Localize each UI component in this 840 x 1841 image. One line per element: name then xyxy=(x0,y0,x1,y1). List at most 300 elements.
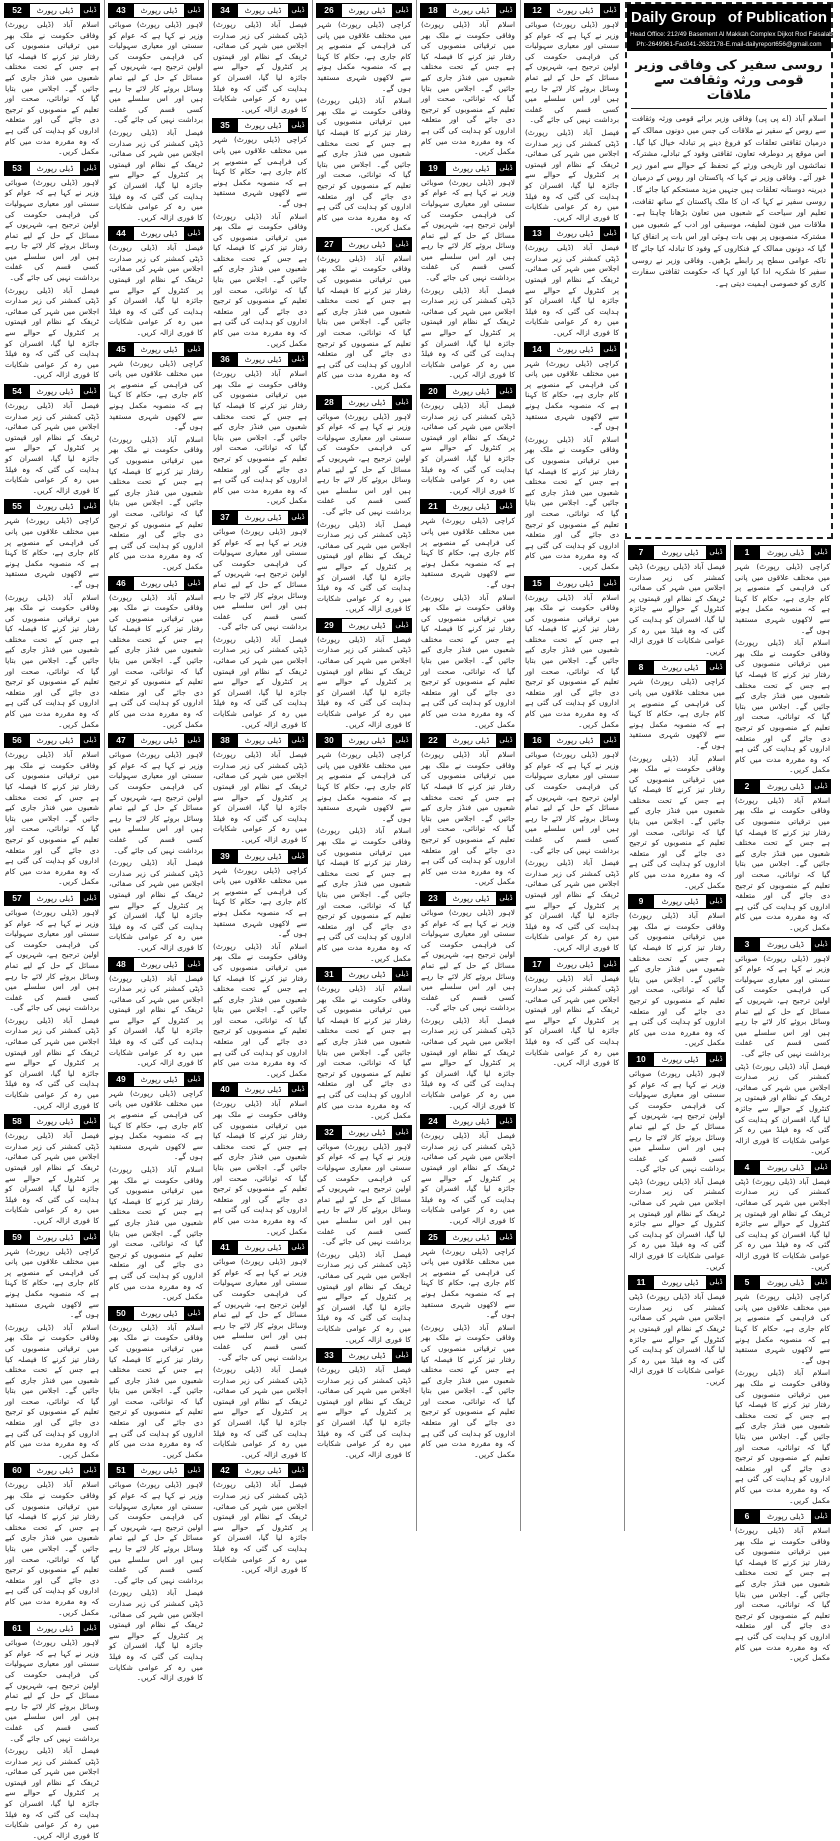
story-number: 40 xyxy=(212,1083,238,1096)
story-number: 6 xyxy=(734,1510,760,1523)
story-city-tag: ڈیلی xyxy=(811,1510,831,1523)
story-number: 17 xyxy=(524,958,550,971)
story-city-tag: ڈیلی xyxy=(288,511,308,524)
story-body: فیصل آباد (ڈیلی رپورٹ) ڈپٹی کمشنر کی زیر صدارت اجلاس میں شہر کی صفائی، ٹریفک کے نظام اور قیمتوں پر کنٹرول کے حوالے سے جائزہ لیا گیا، افسران کو ہدایت کی گئی کہ وہ فیلڈ میں رہ کر عوامی شکایات کا فوری ازالہ کریں۔ xyxy=(213,1480,307,1575)
story-city-tag: ڈیلی xyxy=(392,396,412,409)
story-slug: ڈیلی رپورٹ xyxy=(556,6,594,15)
story-heading xyxy=(524,226,620,241)
story-number: 49 xyxy=(108,1073,134,1086)
masthead-box xyxy=(625,2,840,539)
story-slug: ڈیلی رپورٹ xyxy=(348,736,386,746)
story-number: 33 xyxy=(316,1349,342,1362)
story-body: کراچی (ڈیلی رپورٹ) شہر میں مختلف علاقوں میں پانی کی فراہمی کے منصوبے پر کام جاری ہے، حکام کا کہنا ہے کہ منصوبہ مکمل ہونے سے لاکھوں شہری مستفید ہوں گے۔ xyxy=(629,677,725,750)
story-body: فیصل آباد (ڈیلی رپورٹ) ڈپٹی کمشنر کی زیر صدارت اجلاس میں شہر کی صفائی، ٹریفک کے نظام اور قیمتوں پر کنٹرول کے حوالے سے جائزہ لیا گیا، افسران کو ہدایت کی گئی کہ وہ فیلڈ میں رہ کر عوامی شکایات کا فوری ازالہ کریں۔ xyxy=(525,243,619,338)
story-number: 59 xyxy=(4,1231,30,1244)
story-body: فیصل آباد (ڈیلی رپورٹ) ڈپٹی کمشنر کی زیر صدارت اجلاس میں شہر کی صفائی، ٹریفک کے نظام اور قیمتوں پر کنٹرول کے حوالے سے جائزہ لیا گیا، افسران کو ہدایت کی گئی کہ وہ فیلڈ میں رہ کر عوامی شکایات کا فوری ازالہ کریں۔ xyxy=(317,519,411,614)
story-city-tag: ڈیلی xyxy=(80,4,100,17)
story-heading xyxy=(628,1052,726,1067)
story-heading xyxy=(316,395,412,410)
story-slug: ڈیلی رپورٹ xyxy=(348,1351,386,1361)
story-slug: ڈیلی رپورٹ xyxy=(36,6,74,15)
story-number: 37 xyxy=(212,511,238,524)
story-body: اسلام آباد (ڈیلی رپورٹ) وفاقی حکومت نے ملک بھر میں ترقیاتی منصوبوں کی رفتار تیز کرنے کا فیصلہ کیا ہے جس کے تحت مختلف شعبوں میں فنڈز جاری کیے جائیں گے۔ اجلاس میں بتایا گیا کہ توانائی، صحت اور تعلیم کے منصوبوں کو ترجیح دی جائے گی اور متعلقہ اداروں کو ہدایت کی گئی ہے کہ وہ مقررہ مدت میں کام مکمل کریں۔ xyxy=(421,750,515,887)
story-body: اسلام آباد (ڈیلی رپورٹ) وفاقی حکومت نے ملک بھر میں ترقیاتی منصوبوں کی رفتار تیز کرنے کا فیصلہ کیا ہے جس کے تحت مختلف شعبوں میں فنڈز جاری کیے جائیں گے۔ اجلاس میں بتایا گیا کہ توانائی، صحت اور تعلیم کے منصوبوں کو ترجیح دی جائے گی اور متعلقہ اداروں کو ہدایت کی گئی ہے کہ وہ مقررہ مدت میں کام مکمل کریں۔ xyxy=(735,1368,830,1505)
story-body: اسلام آباد (ڈیلی رپورٹ) وفاقی حکومت نے ملک بھر میں ترقیاتی منصوبوں کی رفتار تیز کرنے کا فیصلہ کیا ہے جس کے تحت مختلف شعبوں میں فنڈز جاری کیے جائیں گے۔ اجلاس میں بتایا گیا کہ توانائی، صحت اور تعلیم کے منصوبوں کو ترجیح دی جائے گی اور متعلقہ اداروں کو ہدایت کی گئی ہے کہ وہ مقررہ مدت میں کام مکمل کریں۔ xyxy=(735,638,830,775)
story-body: کراچی (ڈیلی رپورٹ) شہر میں مختلف علاقوں میں پانی کی فراہمی کے منصوبے پر کام جاری ہے، حکام کا کہنا ہے کہ منصوبہ مکمل ہونے سے لاکھوں شہری مستفید ہوں گے۔ xyxy=(735,1292,830,1365)
story-slug: ڈیلی رپورٹ xyxy=(348,397,386,407)
story-heading xyxy=(734,1275,831,1290)
story-slug: ڈیلی رپورٹ xyxy=(244,736,282,746)
story-body: اسلام آباد (ڈیلی رپورٹ) وفاقی حکومت نے ملک بھر میں ترقیاتی منصوبوں کی رفتار تیز کرنے کا فیصلہ کیا ہے جس کے تحت مختلف شعبوں میں فنڈز جاری کیے جائیں گے۔ اجلاس میں بتایا گیا کہ توانائی، صحت اور تعلیم کے منصوبوں کو ترجیح دی جائے گی اور متعلقہ اداروں کو ہدایت کی گئی ہے کہ وہ مقررہ مدت میں کام مکمل کریں۔ xyxy=(317,826,411,963)
story-number: 29 xyxy=(316,619,342,632)
story-city-tag: ڈیلی xyxy=(392,238,412,251)
story-city-tag: ڈیلی xyxy=(496,1115,516,1128)
story-heading xyxy=(108,342,204,357)
story-body: فیصل آباد (ڈیلی رپورٹ) ڈپٹی کمشنر کی زیر صدارت اجلاس میں شہر کی صفائی، ٹریفک کے نظام اور قیمتوں پر کنٹرول کے حوالے سے جائزہ لیا گیا، افسران کو ہدایت کی گئی کہ وہ فیلڈ میں رہ کر عوامی شکایات کا فوری ازالہ کریں۔ xyxy=(629,1292,725,1386)
story-slug: ڈیلی رپورٹ xyxy=(244,6,282,15)
story-body: کراچی (ڈیلی رپورٹ) شہر میں مختلف علاقوں میں پانی کی فراہمی کے منصوبے پر کام جاری ہے، حکام کا کہنا ہے کہ منصوبہ مکمل ہونے سے لاکھوں شہری مستفید ہوں گے۔ xyxy=(109,358,203,432)
story-slug: ڈیلی رپورٹ xyxy=(661,663,699,673)
story-number: 46 xyxy=(108,577,134,590)
story-heading xyxy=(420,1114,516,1129)
story-city-tag: ڈیلی xyxy=(706,895,726,908)
story-slug: ڈیلی رپورٹ xyxy=(556,736,594,746)
story-heading xyxy=(734,1160,831,1175)
story-body: اسلام آباد (ڈیلی رپورٹ) وفاقی حکومت نے ملک بھر میں ترقیاتی منصوبوں کی رفتار تیز کرنے کا فیصلہ کیا ہے جس کے تحت مختلف شعبوں میں فنڈز جاری کیے جائیں گے۔ اجلاس میں بتایا گیا کہ توانائی، صحت اور تعلیم کے منصوبوں کو ترجیح دی جائے گی اور متعلقہ اداروں کو ہدایت کی گئی ہے کہ وہ مقررہ مدت میں کام مکمل کریں۔ xyxy=(213,211,307,348)
story-number: 48 xyxy=(108,958,134,971)
column-divider xyxy=(416,0,417,1531)
story-number: 61 xyxy=(4,1622,30,1635)
news-column-1 xyxy=(2,0,102,1840)
story-heading xyxy=(420,384,516,399)
column-divider xyxy=(730,540,731,1531)
story-number: 18 xyxy=(420,4,446,17)
story-heading xyxy=(734,1509,831,1524)
story-body: کراچی (ڈیلی رپورٹ) شہر میں مختلف علاقوں میں پانی کی فراہمی کے منصوبے پر کام جاری ہے، حکام کا کہنا ہے کہ منصوبہ مکمل ہونے سے لاکھوں شہری مستفید ہوں گے۔ xyxy=(317,750,411,823)
story-body: اسلام آباد (ڈیلی رپورٹ) وفاقی حکومت نے ملک بھر میں ترقیاتی منصوبوں کی رفتار تیز کرنے کا فیصلہ کیا ہے جس کے تحت مختلف شعبوں میں فنڈز جاری کیے جائیں گے۔ اجلاس میں بتایا گیا کہ توانائی، صحت اور تعلیم کے منصوبوں کو ترجیح دی جائے گی اور متعلقہ اداروں کو ہدایت کی گئی ہے کہ وہ مقررہ مدت میں کام مکمل کریں۔ xyxy=(213,941,307,1078)
story-body: اسلام آباد (ڈیلی رپورٹ) وفاقی حکومت نے ملک بھر میں ترقیاتی منصوبوں کی رفتار تیز کرنے کا فیصلہ کیا ہے جس کے تحت مختلف شعبوں میں فنڈز جاری کیے جائیں گے۔ اجلاس میں بتایا گیا کہ توانائی، صحت اور تعلیم کے منصوبوں کو ترجیح دی جائے گی اور متعلقہ اداروں کو ہدایت کی گئی ہے کہ وہ مقررہ مدت میں کام مکمل کریں۔ xyxy=(525,434,619,571)
story-city-tag: ڈیلی xyxy=(600,577,620,590)
story-number: 19 xyxy=(420,162,446,175)
story-city-tag: ڈیلی xyxy=(288,4,308,17)
story-heading xyxy=(212,849,308,864)
news-column-3 xyxy=(210,0,310,1575)
story-heading xyxy=(420,1230,516,1245)
story-body: اسلام آباد (ڈیلی رپورٹ) وفاقی حکومت نے ملک بھر میں ترقیاتی منصوبوں کی رفتار تیز کرنے کا فیصلہ کیا ہے جس کے تحت مختلف شعبوں میں فنڈز جاری کیے جائیں گے۔ اجلاس میں بتایا گیا کہ توانائی، صحت اور تعلیم کے منصوبوں کو ترجیح دی جائے گی اور متعلقہ اداروں کو ہدایت کی گئی ہے کہ وہ مقررہ مدت میں کام مکمل کریں۔ xyxy=(213,369,307,506)
story-slug: ڈیلی رپورٹ xyxy=(452,387,490,396)
story-heading xyxy=(108,1306,204,1321)
story-slug: ڈیلی رپورٹ xyxy=(452,736,490,746)
story-body: فیصل آباد (ڈیلی رپورٹ) ڈپٹی کمشنر کی زیر صدارت اجلاس میں شہر کی صفائی، ٹریفک کے نظام اور قیمتوں پر کنٹرول کے حوالے سے جائزہ لیا گیا، افسران کو ہدایت کی گئی کہ وہ فیلڈ میں رہ کر عوامی شکایات کا فوری ازالہ کریں۔ xyxy=(317,1365,411,1459)
story-heading xyxy=(524,3,620,18)
story-heading xyxy=(212,118,308,133)
story-city-tag: ڈیلی xyxy=(600,4,620,17)
story-heading xyxy=(212,3,308,18)
story-city-tag: ڈیلی xyxy=(496,500,516,513)
story-city-tag: ڈیلی xyxy=(496,892,516,905)
story-body: لاہور (ڈیلی رپورٹ) صوبائی وزیر نے کہا ہے کہ عوام کو سستی اور معیاری سہولیات کی فراہمی حکومت کی اولین ترجیح ہے، شہریوں کے مسائل کے حل کے لیے تمام وسائل بروئے کار لائے جا رہے ہیں اور اس سلسلے میں کسی قسم کی غفلت برداشت نہیں کی جائے گی۔ xyxy=(109,20,203,125)
office-address: Head Office: 212/49 Basement Al Makkah Complex Dijkot Rod Faisalabad xyxy=(627,30,831,41)
column-divider xyxy=(104,0,105,1531)
story-number: 14 xyxy=(524,343,550,356)
story-number: 12 xyxy=(524,4,550,17)
story-slug: ڈیلی رپورٹ xyxy=(767,1278,804,1288)
story-number: 5 xyxy=(734,1276,760,1289)
story-number: 36 xyxy=(212,353,238,366)
story-heading xyxy=(420,161,516,176)
story-city-tag: ڈیلی xyxy=(811,1161,831,1174)
story-city-tag: ڈیلی xyxy=(288,1083,308,1096)
story-body: اسلام آباد (ڈیلی رپورٹ) وفاقی حکومت نے ملک بھر میں ترقیاتی منصوبوں کی رفتار تیز کرنے کا فیصلہ کیا ہے جس کے تحت مختلف شعبوں میں فنڈز جاری کیے جائیں گے۔ اجلاس میں بتایا گیا کہ توانائی، صحت اور تعلیم کے منصوبوں کو ترجیح دی جائے گی اور متعلقہ اداروں کو ہدایت کی گئی ہے کہ وہ مقررہ مدت میں کام مکمل کریں۔ xyxy=(5,1322,99,1459)
story-city-tag: ڈیلی xyxy=(496,4,516,17)
story-body: فیصل آباد (ڈیلی رپورٹ) ڈپٹی کمشنر کی زیر صدارت اجلاس میں شہر کی صفائی، ٹریفک کے نظام اور قیمتوں پر کنٹرول کے حوالے سے جائزہ لیا گیا، افسران کو ہدایت کی گئی کہ وہ فیلڈ میں رہ کر عوامی شکایات کا فوری ازالہ کریں۔ xyxy=(525,973,619,1068)
story-body: کراچی (ڈیلی رپورٹ) شہر میں مختلف علاقوں میں پانی کی فراہمی کے منصوبے پر کام جاری ہے، حکام کا کہنا ہے کہ منصوبہ مکمل ہونے سے لاکھوں شہری مستفید ہوں گے۔ xyxy=(5,1246,99,1320)
story-body: لاہور (ڈیلی رپورٹ) صوبائی وزیر نے کہا ہے کہ عوام کو سستی اور معیاری سہولیات کی فراہمی حکومت کی اولین ترجیح ہے، شہریوں کے مسائل کے حل کے لیے تمام وسائل بروئے کار لائے جا رہے ہیں اور اس سلسلے میں کسی قسم کی غفلت برداشت نہیں کی جائے گی۔ xyxy=(525,20,619,125)
story-city-tag: ڈیلی xyxy=(706,546,726,559)
story-body: لاہور (ڈیلی رپورٹ) صوبائی وزیر نے کہا ہے کہ عوام کو سستی اور معیاری سہولیات کی فراہمی حکومت کی اولین ترجیح ہے، شہریوں کے مسائل کے حل کے لیے تمام وسائل بروئے کار لائے جا رہے ہیں اور اس سلسلے میں کسی قسم کی غفلت برداشت نہیں کی جائے گی۔ xyxy=(213,1257,307,1362)
masthead-title-left: Daily Group xyxy=(631,9,717,26)
story-slug: ڈیلی رپورٹ xyxy=(661,1054,699,1064)
story-heading xyxy=(628,1275,726,1290)
story-body: فیصل آباد (ڈیلی رپورٹ) ڈپٹی کمشنر کی زیر صدارت اجلاس میں شہر کی صفائی، ٹریفک کے نظام اور قیمتوں پر کنٹرول کے حوالے سے جائزہ لیا گیا، افسران کو ہدایت کی گئی کہ وہ فیلڈ میں رہ کر عوامی شکایات کا فوری ازالہ کریں۔ xyxy=(421,1131,515,1225)
story-body: اسلام آباد (ڈیلی رپورٹ) وفاقی حکومت نے ملک بھر میں ترقیاتی منصوبوں کی رفتار تیز کرنے کا فیصلہ کیا ہے جس کے تحت مختلف شعبوں میں فنڈز جاری کیے جائیں گے۔ اجلاس میں بتایا گیا کہ توانائی، صحت اور تعلیم کے منصوبوں کو ترجیح دی جائے گی اور متعلقہ اداروں کو ہدایت کی گئی ہے کہ وہ مقررہ مدت میں کام مکمل کریں۔ xyxy=(109,1165,203,1302)
story-body: لاہور (ڈیلی رپورٹ) صوبائی وزیر نے کہا ہے کہ عوام کو سستی اور معیاری سہولیات کی فراہمی حکومت کی اولین ترجیح ہے، شہریوں کے مسائل کے حل کے لیے تمام وسائل بروئے کار لائے جا رہے ہیں اور اس سلسلے میں کسی قسم کی غفلت برداشت نہیں کی جائے گی۔ xyxy=(5,177,99,283)
story-body: کراچی (ڈیلی رپورٹ) شہر میں مختلف علاقوں میں پانی کی فراہمی کے منصوبے پر کام جاری ہے، حکام کا کہنا ہے کہ منصوبہ مکمل ہونے سے لاکھوں شہری مستفید ہوں گے۔ xyxy=(213,135,307,208)
story-body: اسلام آباد (ڈیلی رپورٹ) وفاقی حکومت نے ملک بھر میں ترقیاتی منصوبوں کی رفتار تیز کرنے کا فیصلہ کیا ہے جس کے تحت مختلف شعبوں میں فنڈز جاری کیے جائیں گے۔ اجلاس میں بتایا گیا کہ توانائی، صحت اور تعلیم کے منصوبوں کو ترجیح دی جائے گی اور متعلقہ اداروں کو ہدایت کی گئی ہے کہ وہ مقررہ مدت میں کام مکمل کریں۔ xyxy=(109,1322,203,1459)
story-slug: ڈیلی رپورٹ xyxy=(244,851,282,861)
story-heading xyxy=(524,733,620,748)
story-slug: ڈیلی رپورٹ xyxy=(348,6,386,15)
story-body: کراچی (ڈیلی رپورٹ) شہر میں مختلف علاقوں میں پانی کی فراہمی کے منصوبے پر کام جاری ہے، حکام کا کہنا ہے کہ منصوبہ مکمل ہونے سے لاکھوں شہری مستفید ہوں گے۔ xyxy=(5,516,99,589)
story-body: فیصل آباد (ڈیلی رپورٹ) ڈپٹی کمشنر کی زیر صدارت اجلاس میں شہر کی صفائی، ٹریفک کے نظام اور قیمتوں پر کنٹرول کے حوالے سے جائزہ لیا گیا، افسران کو ہدایت کی گئی کہ وہ فیلڈ میں رہ کر عوامی شکایات کا فوری ازالہ کریں۔ xyxy=(109,1588,203,1683)
story-number: 25 xyxy=(420,1231,446,1244)
story-heading xyxy=(4,1230,100,1245)
story-slug: ڈیلی رپورٹ xyxy=(36,502,74,512)
story-number: 54 xyxy=(4,385,30,398)
story-slug: ڈیلی رپورٹ xyxy=(140,736,178,746)
news-column-2 xyxy=(106,0,206,1683)
story-city-tag: ڈیلی xyxy=(288,1464,308,1477)
story-body: فیصل آباد (ڈیلی رپورٹ) ڈپٹی کمشنر کی زیر صدارت اجلاس میں شہر کی صفائی، ٹریفک کے نظام اور قیمتوں پر کنٹرول کے حوالے سے جائزہ لیا گیا، افسران کو ہدایت کی گئی کہ وہ فیلڈ میں رہ کر عوامی شکایات کا فوری ازالہ کریں۔ xyxy=(5,401,99,495)
story-slug: ڈیلی رپورٹ xyxy=(556,229,594,239)
story-body: فیصل آباد (ڈیلی رپورٹ) ڈپٹی کمشنر کی زیر صدارت اجلاس میں شہر کی صفائی، ٹریفک کے نظام اور قیمتوں پر کنٹرول کے حوالے سے جائزہ لیا گیا، افسران کو ہدایت کی گئی کہ وہ فیلڈ میں رہ کر عوامی شکایات کا فوری ازالہ کریں۔ xyxy=(109,973,203,1068)
story-number: 8 xyxy=(628,661,654,674)
story-city-tag: ڈیلی xyxy=(600,343,620,356)
column-divider xyxy=(208,0,209,1531)
story-heading xyxy=(212,352,308,367)
story-heading xyxy=(4,891,100,906)
masthead-banner xyxy=(627,4,831,30)
story-slug: ڈیلی رپورٹ xyxy=(244,1085,282,1095)
story-heading xyxy=(316,237,412,252)
story-city-tag: ڈیلی xyxy=(80,1115,100,1128)
story-number: 28 xyxy=(316,396,342,409)
story-slug: ڈیلی رپورٹ xyxy=(140,1466,178,1476)
story-body: اسلام آباد (ڈیلی رپورٹ) وفاقی حکومت نے ملک بھر میں ترقیاتی منصوبوں کی رفتار تیز کرنے کا فیصلہ کیا ہے جس کے تحت مختلف شعبوں میں فنڈز جاری کیے جائیں گے۔ اجلاس میں بتایا گیا کہ توانائی، صحت اور تعلیم کے منصوبوں کو ترجیح دی جائے گی اور متعلقہ اداروں کو ہدایت کی گئی ہے کہ وہ مقررہ مدت میں کام مکمل کریں۔ xyxy=(735,1526,830,1663)
story-heading xyxy=(4,1463,100,1478)
story-body: اسلام آباد (ڈیلی رپورٹ) وفاقی حکومت نے ملک بھر میں ترقیاتی منصوبوں کی رفتار تیز کرنے کا فیصلہ کیا ہے جس کے تحت مختلف شعبوں میں فنڈز جاری کیے جائیں گے۔ اجلاس میں بتایا گیا کہ توانائی، صحت اور تعلیم کے منصوبوں کو ترجیح دی جائے گی اور متعلقہ اداروں کو ہدایت کی گئی ہے کہ وہ مقررہ مدت میں کام مکمل کریں۔ xyxy=(629,911,725,1048)
story-number: 11 xyxy=(628,1276,654,1289)
story-city-tag: ڈیلی xyxy=(80,500,100,513)
story-city-tag: ڈیلی xyxy=(811,938,831,951)
story-body: کراچی (ڈیلی رپورٹ) شہر میں مختلف علاقوں میں پانی کی فراہمی کے منصوبے پر کام جاری ہے، حکام کا کہنا ہے کہ منصوبہ مکمل ہونے سے لاکھوں شہری مستفید ہوں گے۔ xyxy=(109,1088,203,1162)
story-body: فیصل آباد (ڈیلی رپورٹ) ڈپٹی کمشنر کی زیر صدارت اجلاس میں شہر کی صفائی، ٹریفک کے نظام اور قیمتوں پر کنٹرول کے حوالے سے جائزہ لیا گیا، افسران کو ہدایت کی گئی کہ وہ فیلڈ میں رہ کر عوامی شکایات کا فوری ازالہ کریں۔ xyxy=(525,858,619,952)
story-body: فیصل آباد (ڈیلی رپورٹ) ڈپٹی کمشنر کی زیر صدارت اجلاس میں شہر کی صفائی، ٹریفک کے نظام اور قیمتوں پر کنٹرول کے حوالے سے جائزہ لیا گیا، افسران کو ہدایت کی گئی کہ وہ فیلڈ میں رہ کر عوامی شکایات کا فوری ازالہ کریں۔ xyxy=(109,243,203,338)
story-body: اسلام آباد (ڈیلی رپورٹ) وفاقی حکومت نے ملک بھر میں ترقیاتی منصوبوں کی رفتار تیز کرنے کا فیصلہ کیا ہے جس کے تحت مختلف شعبوں میں فنڈز جاری کیے جائیں گے۔ اجلاس میں بتایا گیا کہ توانائی، صحت اور تعلیم کے منصوبوں کو ترجیح دی جائے گی اور متعلقہ اداروں کو ہدایت کی گئی ہے کہ وہ مقررہ مدت میں کام مکمل کریں۔ xyxy=(525,592,619,729)
news-column-6 xyxy=(522,0,622,1531)
story-slug: ڈیلی رپورٹ xyxy=(36,1466,74,1476)
story-heading xyxy=(524,342,620,357)
story-body: اسلام آباد (ڈیلی رپورٹ) وفاقی حکومت نے ملک بھر میں ترقیاتی منصوبوں کی رفتار تیز کرنے کا فیصلہ کیا ہے جس کے تحت مختلف شعبوں میں فنڈز جاری کیے جائیں گے۔ اجلاس میں بتایا گیا کہ توانائی، صحت اور تعلیم کے منصوبوں کو ترجیح دی جائے گی اور متعلقہ اداروں کو ہدایت کی گئی ہے کہ وہ مقررہ مدت میں کام مکمل کریں۔ xyxy=(735,795,830,932)
story-number: 26 xyxy=(316,4,342,17)
story-body: اسلام آباد (ڈیلی رپورٹ) وفاقی حکومت نے ملک بھر میں ترقیاتی منصوبوں کی رفتار تیز کرنے کا فیصلہ کیا ہے جس کے تحت مختلف شعبوں میں فنڈز جاری کیے جائیں گے۔ اجلاس میں بتایا گیا کہ توانائی، صحت اور تعلیم کے منصوبوں کو ترجیح دی جائے گی اور متعلقہ اداروں کو ہدایت کی گئی ہے کہ وہ مقررہ مدت میں کام مکمل کریں۔ xyxy=(5,20,99,157)
story-heading xyxy=(108,1463,204,1478)
story-city-tag: ڈیلی xyxy=(392,968,412,981)
story-slug: ڈیلی رپورٹ xyxy=(661,897,699,907)
story-body: اسلام آباد (ڈیلی رپورٹ) وفاقی حکومت نے ملک بھر میں ترقیاتی منصوبوں کی رفتار تیز کرنے کا فیصلہ کیا ہے جس کے تحت مختلف شعبوں میں فنڈز جاری کیے جائیں گے۔ اجلاس میں بتایا گیا کہ توانائی، صحت اور تعلیم کے منصوبوں کو ترجیح دی جائے گی اور متعلقہ اداروں کو ہدایت کی گئی ہے کہ وہ مقررہ مدت میں کام مکمل کریں۔ xyxy=(317,253,411,390)
story-heading xyxy=(316,733,412,748)
story-city-tag: ڈیلی xyxy=(496,162,516,175)
story-body: لاہور (ڈیلی رپورٹ) صوبائی وزیر نے کہا ہے کہ عوام کو سستی اور معیاری سہولیات کی فراہمی حکومت کی اولین ترجیح ہے، شہریوں کے مسائل کے حل کے لیے تمام وسائل بروئے کار لائے جا رہے ہیں اور اس سلسلے میں کسی قسم کی غفلت برداشت نہیں کی جائے گی۔ xyxy=(735,953,830,1058)
story-slug: ڈیلی رپورٹ xyxy=(452,1232,490,1242)
story-number: 22 xyxy=(420,734,446,747)
story-number: 55 xyxy=(4,500,30,513)
story-city-tag: ڈیلی xyxy=(496,385,516,398)
story-number: 44 xyxy=(108,227,134,240)
story-body: فیصل آباد (ڈیلی رپورٹ) ڈپٹی کمشنر کی زیر صدارت اجلاس میں شہر کی صفائی، ٹریفک کے نظام اور قیمتوں پر کنٹرول کے حوالے سے جائزہ لیا گیا، افسران کو ہدایت کی گئی کہ وہ فیلڈ میں رہ کر عوامی شکایات کا فوری ازالہ کریں۔ xyxy=(213,1365,307,1459)
story-heading xyxy=(420,499,516,514)
story-body: فیصل آباد (ڈیلی رپورٹ) ڈپٹی کمشنر کی زیر صدارت اجلاس میں شہر کی صفائی، ٹریفک کے نظام اور قیمتوں پر کنٹرول کے حوالے سے جائزہ لیا گیا، افسران کو ہدایت کی گئی کہ وہ فیلڈ میں رہ کر عوامی شکایات کا فوری ازالہ کریں۔ xyxy=(213,750,307,844)
story-slug: ڈیلی رپورٹ xyxy=(661,548,699,557)
story-city-tag: ڈیلی xyxy=(184,4,204,17)
story-number: 56 xyxy=(4,734,30,747)
story-city-tag: ڈیلی xyxy=(288,353,308,366)
story-heading xyxy=(316,1125,412,1140)
story-heading xyxy=(316,618,412,633)
story-number: 27 xyxy=(316,238,342,251)
story-city-tag: ڈیلی xyxy=(184,1464,204,1477)
story-city-tag: ڈیلی xyxy=(80,1464,100,1477)
story-heading xyxy=(524,576,620,591)
story-heading xyxy=(734,779,831,794)
story-heading xyxy=(108,957,204,972)
story-slug: ڈیلی رپورٹ xyxy=(556,578,594,588)
story-body: لاہور (ڈیلی رپورٹ) صوبائی وزیر نے کہا ہے کہ عوام کو سستی اور معیاری سہولیات کی فراہمی حکومت کی اولین ترجیح ہے، شہریوں کے مسائل کے حل کے لیے تمام وسائل بروئے کار لائے جا رہے ہیں اور اس سلسلے میں کسی قسم کی غفلت برداشت نہیں کی جائے گی۔ xyxy=(109,1480,203,1585)
story-slug: ڈیلی رپورٹ xyxy=(36,736,74,746)
story-city-tag: ڈیلی xyxy=(600,734,620,747)
story-heading xyxy=(212,1463,308,1478)
story-heading xyxy=(628,545,726,560)
story-heading xyxy=(420,3,516,18)
story-slug: ڈیلی رپورٹ xyxy=(36,163,74,173)
story-slug: ڈیلی رپورٹ xyxy=(140,578,178,588)
story-body: اسلام آباد (ڈیلی رپورٹ) وفاقی حکومت نے ملک بھر میں ترقیاتی منصوبوں کی رفتار تیز کرنے کا فیصلہ کیا ہے جس کے تحت مختلف شعبوں میں فنڈز جاری کیے جائیں گے۔ اجلاس میں بتایا گیا کہ توانائی، صحت اور تعلیم کے منصوبوں کو ترجیح دی جائے گی اور متعلقہ اداروں کو ہدایت کی گئی ہے کہ وہ مقررہ مدت میں کام مکمل کریں۔ xyxy=(109,434,203,571)
story-slug: ڈیلی رپورٹ xyxy=(452,163,490,173)
story-slug: ڈیلی رپورٹ xyxy=(556,959,594,969)
story-body: فیصل آباد (ڈیلی رپورٹ) ڈپٹی کمشنر کی زیر صدارت اجلاس میں شہر کی صفائی، ٹریفک کے نظام اور قیمتوں پر کنٹرول کے حوالے سے جائزہ لیا گیا، افسران کو ہدایت کی گئی کہ وہ فیلڈ میں رہ کر عوامی شکایات کا فوری ازالہ کریں۔ xyxy=(421,401,515,495)
story-city-tag: ڈیلی xyxy=(706,1276,726,1289)
story-number: 31 xyxy=(316,968,342,981)
contact-details: Ph:-2649961-Fac041-2632178-E.mail-dailyreport656@gmail.com xyxy=(627,41,831,51)
story-number: 9 xyxy=(628,895,654,908)
story-heading xyxy=(212,1082,308,1097)
story-heading xyxy=(108,3,204,18)
story-body: اسلام آباد (ڈیلی رپورٹ) وفاقی حکومت نے ملک بھر میں ترقیاتی منصوبوں کی رفتار تیز کرنے کا فیصلہ کیا ہے جس کے تحت مختلف شعبوں میں فنڈز جاری کیے جائیں گے۔ اجلاس میں بتایا گیا کہ توانائی، صحت اور تعلیم کے منصوبوں کو ترجیح دی جائے گی اور متعلقہ اداروں کو ہدایت کی گئی ہے کہ وہ مقررہ مدت میں کام مکمل کریں۔ xyxy=(421,1322,515,1459)
story-number: 43 xyxy=(108,4,134,17)
story-body: فیصل آباد (ڈیلی رپورٹ) ڈپٹی کمشنر کی زیر صدارت اجلاس میں شہر کی صفائی، ٹریفک کے نظام اور قیمتوں پر کنٹرول کے حوالے سے جائزہ لیا گیا، افسران کو ہدایت کی گئی کہ وہ فیلڈ میں رہ کر عوامی شکایات کا فوری ازالہ کریں۔ xyxy=(421,1015,515,1110)
story-body: لاہور (ڈیلی رپورٹ) صوبائی وزیر نے کہا ہے کہ عوام کو سستی اور معیاری سہولیات کی فراہمی حکومت کی اولین ترجیح ہے، شہریوں کے مسائل کے حل کے لیے تمام وسائل بروئے کار لائے جا رہے ہیں اور اس سلسلے میں کسی قسم کی غفلت برداشت نہیں کی جائے گی۔ xyxy=(525,750,619,855)
story-number: 1 xyxy=(734,546,760,559)
story-city-tag: ڈیلی xyxy=(392,4,412,17)
story-heading xyxy=(4,1621,100,1636)
story-heading xyxy=(734,937,831,952)
story-body: لاہور (ڈیلی رپورٹ) صوبائی وزیر نے کہا ہے کہ عوام کو سستی اور معیاری سہولیات کی فراہمی حکومت کی اولین ترجیح ہے، شہریوں کے مسائل کے حل کے لیے تمام وسائل بروئے کار لائے جا رہے ہیں اور اس سلسلے میں کسی قسم کی غفلت برداشت نہیں کی جائے گی۔ xyxy=(109,750,203,855)
story-body: فیصل آباد (ڈیلی رپورٹ) ڈپٹی کمشنر کی زیر صدارت اجلاس میں شہر کی صفائی، ٹریفک کے نظام اور قیمتوں پر کنٹرول کے حوالے سے جائزہ لیا گیا، افسران کو ہدایت کی گئی کہ وہ فیلڈ میں رہ کر عوامی شکایات کا فوری ازالہ کریں۔ xyxy=(5,1131,99,1225)
story-number: 7 xyxy=(628,546,654,559)
column-divider xyxy=(520,0,521,1531)
story-slug: ڈیلی رپورٹ xyxy=(452,502,490,512)
story-body: فیصل آباد (ڈیلی رپورٹ) ڈپٹی کمشنر کی زیر صدارت اجلاس میں شہر کی صفائی، ٹریفک کے نظام اور قیمتوں پر کنٹرول کے حوالے سے جائزہ لیا گیا، افسران کو ہدایت کی گئی کہ وہ فیلڈ میں رہ کر عوامی شکایات کا فوری ازالہ کریں۔ xyxy=(525,127,619,222)
story-number: 13 xyxy=(524,227,550,240)
story-body: کراچی (ڈیلی رپورٹ) شہر میں مختلف علاقوں میں پانی کی فراہمی کے منصوبے پر کام جاری ہے، حکام کا کہنا ہے کہ منصوبہ مکمل ہونے سے لاکھوں شہری مستفید ہوں گے۔ xyxy=(317,20,411,93)
story-city-tag: ڈیلی xyxy=(811,780,831,793)
story-city-tag: ڈیلی xyxy=(392,1349,412,1362)
story-slug: ڈیلی رپورٹ xyxy=(348,620,386,630)
story-number: 20 xyxy=(420,385,446,398)
story-city-tag: ڈیلی xyxy=(80,1231,100,1244)
story-slug: ڈیلی رپورٹ xyxy=(244,1243,282,1253)
story-heading xyxy=(628,660,726,675)
story-body: فیصل آباد (ڈیلی رپورٹ) ڈپٹی کمشنر کی زیر صدارت اجلاس میں شہر کی صفائی، ٹریفک کے نظام اور قیمتوں پر کنٹرول کے حوالے سے جائزہ لیا گیا، افسران کو ہدایت کی گئی کہ وہ فیلڈ میں رہ کر عوامی شکایات کا فوری ازالہ کریں۔ xyxy=(735,1176,830,1271)
story-city-tag: ڈیلی xyxy=(80,162,100,175)
story-body: لاہور (ڈیلی رپورٹ) صوبائی وزیر نے کہا ہے کہ عوام کو سستی اور معیاری سہولیات کی فراہمی حکومت کی اولین ترجیح ہے، شہریوں کے مسائل کے حل کے لیے تمام وسائل بروئے کار لائے جا رہے ہیں اور اس سلسلے میں کسی قسم کی غفلت برداشت نہیں کی جائے گی۔ xyxy=(317,1141,411,1247)
story-number: 10 xyxy=(628,1053,654,1066)
story-body: لاہور (ڈیلی رپورٹ) صوبائی وزیر نے کہا ہے کہ عوام کو سستی اور معیاری سہولیات کی فراہمی حکومت کی اولین ترجیح ہے، شہریوں کے مسائل کے حل کے لیے تمام وسائل بروئے کار لائے جا رہے ہیں اور اس سلسلے میں کسی قسم کی غفلت برداشت نہیں کی جائے گی۔ xyxy=(421,177,515,283)
story-slug: ڈیلی رپورٹ xyxy=(244,512,282,522)
story-body: فیصل آباد (ڈیلی رپورٹ) ڈپٹی کمشنر کی زیر صدارت اجلاس میں شہر کی صفائی، ٹریفک کے نظام اور قیمتوں پر کنٹرول کے حوالے سے جائزہ لیا گیا، افسران کو ہدایت کی گئی کہ وہ فیلڈ میں رہ کر عوامی شکایات کا فوری ازالہ کریں۔ xyxy=(735,1061,830,1156)
story-number: 60 xyxy=(4,1464,30,1477)
story-slug: ڈیلی رپورٹ xyxy=(348,970,386,980)
story-heading xyxy=(4,3,100,18)
story-body: لاہور (ڈیلی رپورٹ) صوبائی وزیر نے کہا ہے کہ عوام کو سستی اور معیاری سہولیات کی فراہمی حکومت کی اولین ترجیح ہے، شہریوں کے مسائل کے حل کے لیے تمام وسائل بروئے کار لائے جا رہے ہیں اور اس سلسلے میں کسی قسم کی غفلت برداشت نہیں کی جائے گی۔ xyxy=(629,1068,725,1174)
story-city-tag: ڈیلی xyxy=(184,734,204,747)
story-slug: ڈیلی رپورٹ xyxy=(36,1232,74,1242)
story-heading xyxy=(4,161,100,176)
story-city-tag: ڈیلی xyxy=(811,546,831,559)
story-heading xyxy=(420,891,516,906)
news-column-5 xyxy=(418,0,518,1531)
story-body: اسلام آباد (ڈیلی رپورٹ) وفاقی حکومت نے ملک بھر میں ترقیاتی منصوبوں کی رفتار تیز کرنے کا فیصلہ کیا ہے جس کے تحت مختلف شعبوں میں فنڈز جاری کیے جائیں گے۔ اجلاس میں بتایا گیا کہ توانائی، صحت اور تعلیم کے منصوبوں کو ترجیح دی جائے گی اور متعلقہ اداروں کو ہدایت کی گئی ہے کہ وہ مقررہ مدت میں کام مکمل کریں۔ xyxy=(317,984,411,1121)
story-slug: ڈیلی رپورٹ xyxy=(767,1512,804,1522)
story-heading xyxy=(212,733,308,748)
story-number: 16 xyxy=(524,734,550,747)
story-city-tag: ڈیلی xyxy=(811,1276,831,1289)
column-divider xyxy=(312,0,313,1531)
story-body: کراچی (ڈیلی رپورٹ) شہر میں مختلف علاقوں میں پانی کی فراہمی کے منصوبے پر کام جاری ہے، حکام کا کہنا ہے کہ منصوبہ مکمل ہونے سے لاکھوں شہری مستفید ہوں گے۔ xyxy=(735,562,830,635)
story-slug: ڈیلی رپورٹ xyxy=(140,344,178,354)
story-city-tag: ڈیلی xyxy=(80,385,100,398)
story-number: 34 xyxy=(212,4,238,17)
story-city-tag: ڈیلی xyxy=(392,734,412,747)
story-body: اسلام آباد (ڈیلی رپورٹ) وفاقی حکومت نے ملک بھر میں ترقیاتی منصوبوں کی رفتار تیز کرنے کا فیصلہ کیا ہے جس کے تحت مختلف شعبوں میں فنڈز جاری کیے جائیں گے۔ اجلاس میں بتایا گیا کہ توانائی، صحت اور تعلیم کے منصوبوں کو ترجیح دی جائے گی اور متعلقہ اداروں کو ہدایت کی گئی ہے کہ وہ مقررہ مدت میں کام مکمل کریں۔ xyxy=(421,20,515,157)
story-heading xyxy=(108,733,204,748)
story-city-tag: ڈیلی xyxy=(706,1053,726,1066)
story-city-tag: ڈیلی xyxy=(706,661,726,674)
story-body: اسلام آباد (ڈیلی رپورٹ) وفاقی حکومت نے ملک بھر میں ترقیاتی منصوبوں کی رفتار تیز کرنے کا فیصلہ کیا ہے جس کے تحت مختلف شعبوں میں فنڈز جاری کیے جائیں گے۔ اجلاس میں بتایا گیا کہ توانائی، صحت اور تعلیم کے منصوبوں کو ترجیح دی جائے گی اور متعلقہ اداروں کو ہدایت کی گئی ہے کہ وہ مقررہ مدت میں کام مکمل کریں۔ xyxy=(5,592,99,729)
column-divider xyxy=(624,540,625,1531)
story-body: اسلام آباد (ڈیلی رپورٹ) وفاقی حکومت نے ملک بھر میں ترقیاتی منصوبوں کی رفتار تیز کرنے کا فیصلہ کیا ہے جس کے تحت مختلف شعبوں میں فنڈز جاری کیے جائیں گے۔ اجلاس میں بتایا گیا کہ توانائی، صحت اور تعلیم کے منصوبوں کو ترجیح دی جائے گی اور متعلقہ اداروں کو ہدایت کی گئی ہے کہ وہ مقررہ مدت میں کام مکمل کریں۔ xyxy=(213,1099,307,1236)
story-city-tag: ڈیلی xyxy=(600,958,620,971)
story-body: اسلام آباد (ڈیلی رپورٹ) وفاقی حکومت نے ملک بھر میں ترقیاتی منصوبوں کی رفتار تیز کرنے کا فیصلہ کیا ہے جس کے تحت مختلف شعبوں میں فنڈز جاری کیے جائیں گے۔ اجلاس میں بتایا گیا کہ توانائی، صحت اور تعلیم کے منصوبوں کو ترجیح دی جائے گی اور متعلقہ اداروں کو ہدایت کی گئی ہے کہ وہ مقررہ مدت میں کام مکمل کریں۔ xyxy=(5,1480,99,1617)
story-slug: ڈیلی رپورٹ xyxy=(140,959,178,969)
story-city-tag: ڈیلی xyxy=(184,958,204,971)
story-body: لاہور (ڈیلی رپورٹ) صوبائی وزیر نے کہا ہے کہ عوام کو سستی اور معیاری سہولیات کی فراہمی حکومت کی اولین ترجیح ہے، شہریوں کے مسائل کے حل کے لیے تمام وسائل بروئے کار لائے جا رہے ہیں اور اس سلسلے میں کسی قسم کی غفلت برداشت نہیں کی جائے گی۔ xyxy=(213,526,307,632)
story-slug: ڈیلی رپورٹ xyxy=(36,1624,74,1634)
story-number: 24 xyxy=(420,1115,446,1128)
story-city-tag: ڈیلی xyxy=(80,734,100,747)
story-slug: ڈیلی رپورٹ xyxy=(348,1127,386,1137)
story-number: 51 xyxy=(108,1464,134,1477)
story-body: اسلام آباد (ڈیلی رپورٹ) وفاقی حکومت نے ملک بھر میں ترقیاتی منصوبوں کی رفتار تیز کرنے کا فیصلہ کیا ہے جس کے تحت مختلف شعبوں میں فنڈز جاری کیے جائیں گے۔ اجلاس میں بتایا گیا کہ توانائی، صحت اور تعلیم کے منصوبوں کو ترجیح دی جائے گی اور متعلقہ اداروں کو ہدایت کی گئی ہے کہ وہ مقررہ مدت میں کام مکمل کریں۔ xyxy=(317,96,411,233)
story-slug: ڈیلی رپورٹ xyxy=(244,121,282,131)
story-city-tag: ڈیلی xyxy=(184,1307,204,1320)
story-number: 42 xyxy=(212,1464,238,1477)
story-number: 3 xyxy=(734,938,760,951)
story-body: فیصل آباد (ڈیلی رپورٹ) ڈپٹی کمشنر کی زیر صدارت اجلاس میں شہر کی صفائی، ٹریفک کے نظام اور قیمتوں پر کنٹرول کے حوالے سے جائزہ لیا گیا، افسران کو ہدایت کی گئی کہ وہ فیلڈ میں رہ کر عوامی شکایات کا فوری ازالہ کریں۔ xyxy=(5,1746,99,1840)
story-number: 15 xyxy=(524,577,550,590)
story-slug: ڈیلی رپورٹ xyxy=(36,387,74,396)
story-body: کراچی (ڈیلی رپورٹ) شہر میں مختلف علاقوں میں پانی کی فراہمی کے منصوبے پر کام جاری ہے، حکام کا کہنا ہے کہ منصوبہ مکمل ہونے سے لاکھوں شہری مستفید ہوں گے۔ xyxy=(421,516,515,589)
story-number: 52 xyxy=(4,4,30,17)
story-number: 57 xyxy=(4,892,30,905)
story-heading xyxy=(420,733,516,748)
story-body: اسلام آباد (ڈیلی رپورٹ) وفاقی حکومت نے ملک بھر میں ترقیاتی منصوبوں کی رفتار تیز کرنے کا فیصلہ کیا ہے جس کے تحت مختلف شعبوں میں فنڈز جاری کیے جائیں گے۔ اجلاس میں بتایا گیا کہ توانائی، صحت اور تعلیم کے منصوبوں کو ترجیح دی جائے گی اور متعلقہ اداروں کو ہدایت کی گئی ہے کہ وہ مقررہ مدت میں کام مکمل کریں۔ xyxy=(421,592,515,729)
story-number: 50 xyxy=(108,1307,134,1320)
story-city-tag: ڈیلی xyxy=(496,734,516,747)
story-slug: ڈیلی رپورٹ xyxy=(244,355,282,365)
story-slug: ڈیلی رپورٹ xyxy=(140,1308,178,1318)
story-heading xyxy=(316,1348,412,1363)
story-number: 53 xyxy=(4,162,30,175)
story-city-tag: ڈیلی xyxy=(392,619,412,632)
story-heading xyxy=(316,3,412,18)
story-body: کراچی (ڈیلی رپورٹ) شہر میں مختلف علاقوں میں پانی کی فراہمی کے منصوبے پر کام جاری ہے، حکام کا کہنا ہے کہ منصوبہ مکمل ہونے سے لاکھوں شہری مستفید ہوں گے۔ xyxy=(421,1246,515,1320)
story-number: 4 xyxy=(734,1161,760,1174)
story-body: فیصل آباد (ڈیلی رپورٹ) ڈپٹی کمشنر کی زیر صدارت اجلاس میں شہر کی صفائی، ٹریفک کے نظام اور قیمتوں پر کنٹرول کے حوالے سے جائزہ لیا گیا، افسران کو ہدایت کی گئی کہ وہ فیلڈ میں رہ کر عوامی شکایات کا فوری ازالہ کریں۔ xyxy=(109,858,203,952)
story-heading xyxy=(108,576,204,591)
story-heading xyxy=(4,1114,100,1129)
story-body: کراچی (ڈیلی رپورٹ) شہر میں مختلف علاقوں میں پانی کی فراہمی کے منصوبے پر کام جاری ہے، حکام کا کہنا ہے کہ منصوبہ مکمل ہونے سے لاکھوں شہری مستفید ہوں گے۔ xyxy=(525,358,619,432)
story-number: 30 xyxy=(316,734,342,747)
story-number: 58 xyxy=(4,1115,30,1128)
story-body: فیصل آباد (ڈیلی رپورٹ) ڈپٹی کمشنر کی زیر صدارت اجلاس میں شہر کی صفائی، ٹریفک کے نظام اور قیمتوں پر کنٹرول کے حوالے سے جائزہ لیا گیا، افسران کو ہدایت کی گئی کہ وہ فیلڈ میں رہ کر عوامی شکایات کا فوری ازالہ کریں۔ xyxy=(109,127,203,222)
story-city-tag: ڈیلی xyxy=(80,892,100,905)
story-body: فیصل آباد (ڈیلی رپورٹ) ڈپٹی کمشنر کی زیر صدارت اجلاس میں شہر کی صفائی، ٹریفک کے نظام اور قیمتوں پر کنٹرول کے حوالے سے جائزہ لیا گیا، افسران کو ہدایت کی گئی کہ وہ فیلڈ میں رہ کر عوامی شکایات کا فوری ازالہ کریں۔ xyxy=(213,20,307,114)
story-heading xyxy=(4,499,100,514)
story-number: 45 xyxy=(108,343,134,356)
story-slug: ڈیلی رپورٹ xyxy=(556,344,594,354)
story-city-tag: ڈیلی xyxy=(184,227,204,240)
story-slug: ڈیلی رپورٹ xyxy=(452,1117,490,1127)
story-city-tag: ڈیلی xyxy=(392,1126,412,1139)
story-slug: ڈیلی رپورٹ xyxy=(36,893,74,903)
story-body: کراچی (ڈیلی رپورٹ) شہر میں مختلف علاقوں میں پانی کی فراہمی کے منصوبے پر کام جاری ہے، حکام کا کہنا ہے کہ منصوبہ مکمل ہونے سے لاکھوں شہری مستفید ہوں گے۔ xyxy=(213,865,307,939)
story-slug: ڈیلی رپورٹ xyxy=(140,1074,178,1084)
story-heading xyxy=(212,510,308,525)
story-body: فیصل آباد (ڈیلی رپورٹ) ڈپٹی کمشنر کی زیر صدارت اجلاس میں شہر کی صفائی، ٹریفک کے نظام اور قیمتوں پر کنٹرول کے حوالے سے جائزہ لیا گیا، افسران کو ہدایت کی گئی کہ وہ فیلڈ میں رہ کر عوامی شکایات کا فوری ازالہ کریں۔ xyxy=(317,1249,411,1344)
story-body: لاہور (ڈیلی رپورٹ) صوبائی وزیر نے کہا ہے کہ عوام کو سستی اور معیاری سہولیات کی فراہمی حکومت کی اولین ترجیح ہے، شہریوں کے مسائل کے حل کے لیے تمام وسائل بروئے کار لائے جا رہے ہیں اور اس سلسلے میں کسی قسم کی غفلت برداشت نہیں کی جائے گی۔ xyxy=(5,907,99,1013)
story-number: 41 xyxy=(212,1241,238,1254)
